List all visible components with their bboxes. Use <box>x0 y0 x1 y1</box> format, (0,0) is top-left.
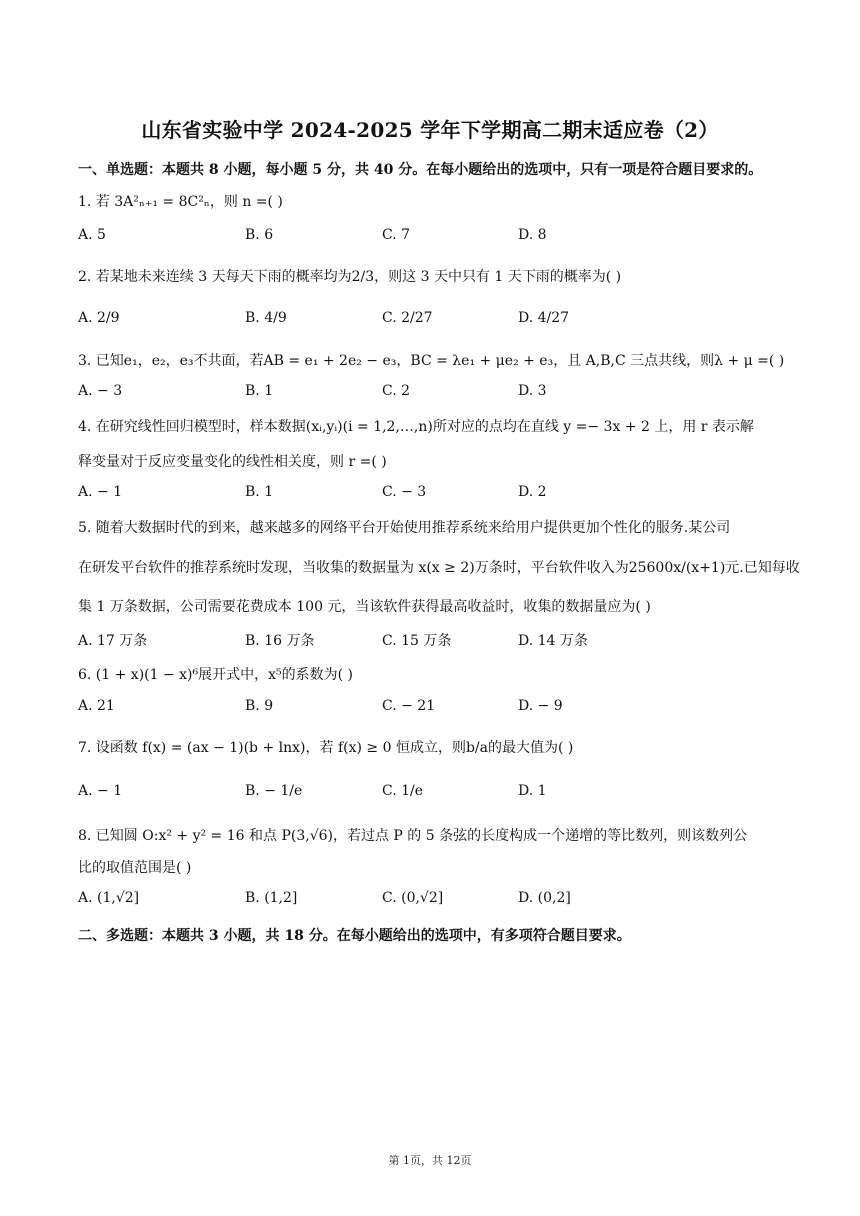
question-4-line-2: 释变量对于反应变量变化的线性相关度，则 r =( ) <box>78 454 387 470</box>
option-d: D. 8 <box>518 227 547 243</box>
option-a: A. (1,√2] <box>78 890 140 906</box>
question-6 <box>78 664 782 684</box>
question-4-options <box>78 484 782 506</box>
option-d: D. 4/27 <box>518 310 570 326</box>
option-a: A. − 1 <box>78 783 123 799</box>
question-8-line-2: 比的取值范围是( ) <box>78 860 192 876</box>
option-c: C. − 3 <box>382 484 427 500</box>
question-4-line-1: 4. 在研究线性回归模型时，样本数据(xᵢ,yᵢ)(i = 1,2,…,n)所对应的点均在直线 y =− 3x + 2 上，用 r 表示解 <box>78 419 754 435</box>
question-1-options <box>78 227 782 249</box>
question-6-text: 6. (1 + x)(1 − x)⁶展开式中，x⁵的系数为( ) <box>78 667 354 683</box>
question-6-options <box>78 698 782 720</box>
question-2-options <box>78 310 782 332</box>
page-footer: 第 1页，共 12页 <box>388 1154 472 1167</box>
question-5-options <box>78 630 782 652</box>
question-7 <box>78 737 782 757</box>
option-d: D. 14 万条 <box>518 633 588 649</box>
option-d: D. 1 <box>518 783 547 799</box>
question-3-options <box>78 383 782 405</box>
question-3 <box>78 350 785 370</box>
question-5-line-1: 5. 随着大数据时代的到来，越来越多的网络平台开始使用推荐系统来给用户提供更加个性化的服务.某公司 <box>78 520 731 536</box>
question-3-text: 3. 已知e₁，e₂，e₃不共面，若AB = e₁ + 2e₂ − e₃，BC = λe₁ + μe₂ + e₃，且 A,B,C 三点共线，则λ + μ =( ) <box>78 353 785 369</box>
option-b: B. 6 <box>245 227 274 243</box>
question-8-options <box>78 890 782 912</box>
question-7-text: 7. 设函数 f(x) = (ax − 1)(b + lnx)，若 f(x) ≥ 0 恒成立，则b/a的最大值为( ) <box>78 740 574 756</box>
question-1 <box>78 191 782 211</box>
question-2 <box>78 266 782 286</box>
question-2-text: 2. 若某地未来连续 3 天每天下雨的概率均为2/3，则这 3 天中只有 1 天下雨的概率为( ) <box>78 269 622 285</box>
option-c: C. 2/27 <box>382 310 433 326</box>
option-a: A. 5 <box>78 227 106 243</box>
option-b: B. 1 <box>245 383 274 399</box>
option-d: D. 2 <box>518 484 547 500</box>
option-c: C. 1/e <box>382 783 424 799</box>
option-d: D. − 9 <box>518 698 563 714</box>
option-b: B. 9 <box>245 698 274 714</box>
option-c: C. (0,√2] <box>382 890 444 906</box>
question-8-line-1: 8. 已知圆 O:x² + y² = 16 和点 P(3,√6)，若过点 P 的 5 条弦的长度构成一个递增的等比数列，则该数列公 <box>78 828 748 844</box>
question-1-text: 1. 若 3A²ₙ₊₁ = 8C²ₙ，则 n =( ) <box>78 194 283 210</box>
option-a: A. 17 万条 <box>78 633 148 649</box>
option-c: C. − 21 <box>382 698 436 714</box>
option-c: C. 2 <box>382 383 411 399</box>
option-a: A. 2/9 <box>78 310 120 326</box>
section-heading-multiple-choice: 二、多选题：本题共 3 小题，共 18 分。在每小题给出的选项中，有多项符合题目要求。 <box>78 928 631 944</box>
option-d: D. (0,2] <box>518 890 571 906</box>
option-a: A. 21 <box>78 698 115 714</box>
option-b: B. − 1/e <box>245 783 303 799</box>
option-b: B. 4/9 <box>245 310 287 326</box>
question-5-line-2: 在研发平台软件的推荐系统时发现，当收集的数据量为 x(x ≥ 2)万条时，平台软件收入为25600x/(x+1)元.已知每收 <box>78 560 800 576</box>
question-7-options <box>78 783 782 805</box>
option-b: B. 16 万条 <box>245 633 315 649</box>
option-a: A. − 3 <box>78 383 123 399</box>
option-a: A. − 1 <box>78 484 123 500</box>
question-5-line-3: 集 1 万条数据，公司需要花费成本 100 元，当该软件获得最高收益时，收集的数据量应为( ) <box>78 599 651 615</box>
option-b: B. 1 <box>245 484 274 500</box>
option-c: C. 7 <box>382 227 411 243</box>
section-heading-single-choice: 一、单选题：本题共 8 小题，每小题 5 分，共 40 分。在每小题给出的选项中，只有一项是符合题目要求的。 <box>78 162 763 178</box>
page-title: 山东省实验中学 2024-2025 学年下学期高二期末适应卷（2） <box>141 118 719 142</box>
option-b: B. (1,2] <box>245 890 298 906</box>
option-d: D. 3 <box>518 383 547 399</box>
option-c: C. 15 万条 <box>382 633 452 649</box>
